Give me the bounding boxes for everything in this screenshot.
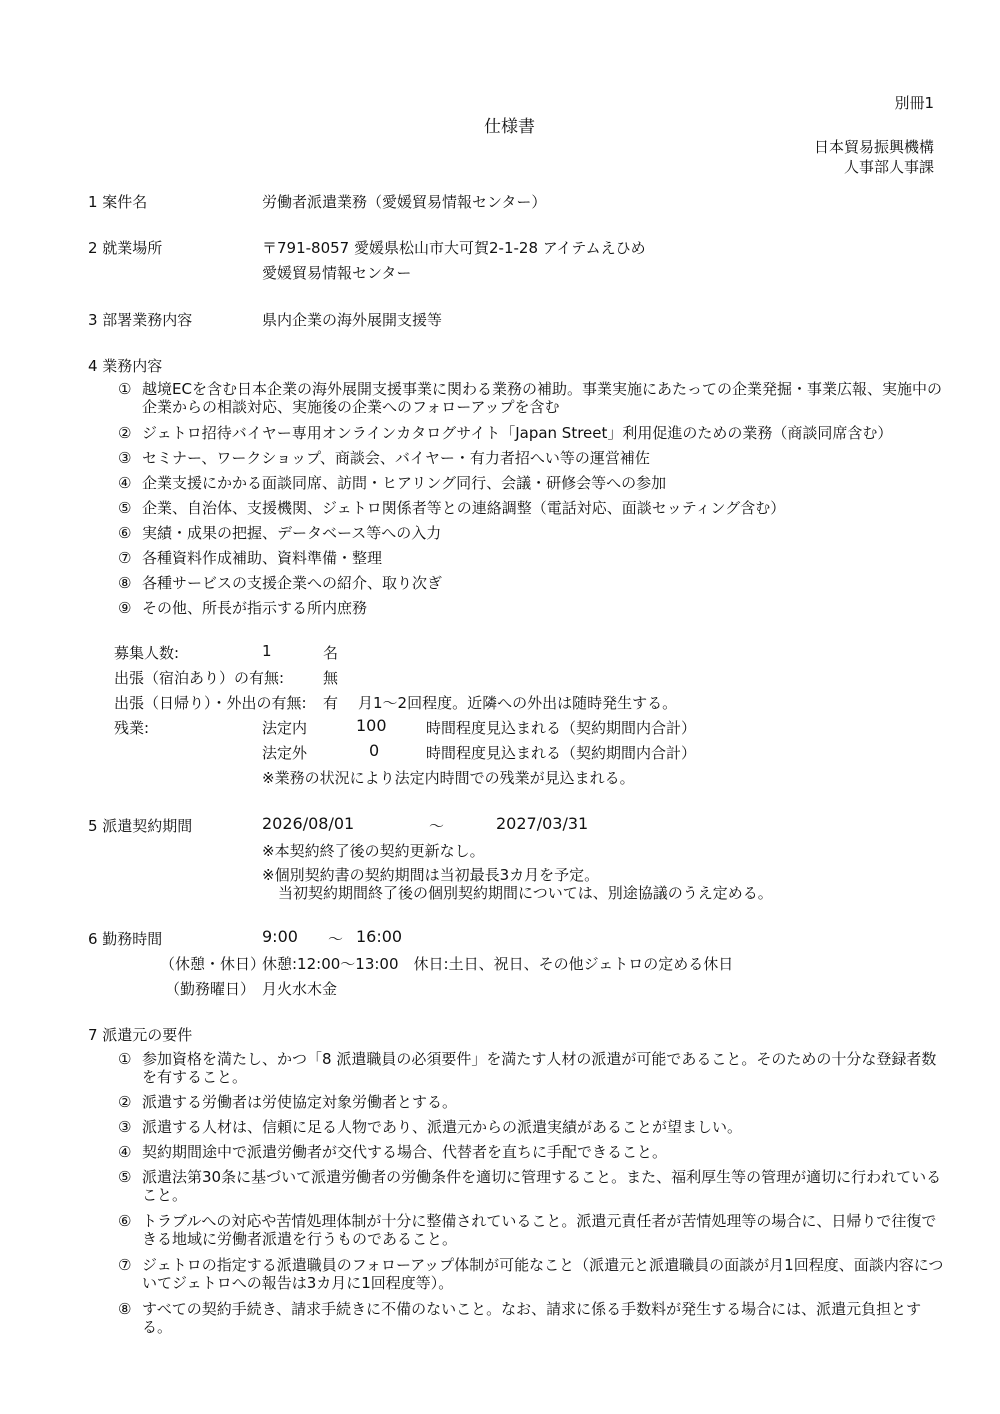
requirement-item-number: ⑧ [118, 1300, 132, 1318]
contract-renewal-note: ※本契約終了後の契約更新なし。 [262, 842, 485, 860]
contract-end-date: 2027/03/31 [496, 814, 589, 833]
requirement-item-number: ① [118, 1050, 132, 1068]
appendix-label: 別冊1 [894, 94, 934, 112]
overtime-statutory-note: 時間程度見込まれる（契約期間内合計） [426, 719, 697, 737]
requirement-item-number: ⑤ [118, 1168, 132, 1186]
duty-item [118, 524, 948, 542]
duty-item-number: ④ [118, 474, 132, 492]
overtime-extra-note: 時間程度見込まれる（契約期間内合計） [426, 744, 697, 762]
requirement-item-text: 派遣する人材は、信頼に足る人物であり、派遣元からの派遣実績があることが望ましい。 [142, 1118, 743, 1136]
day-trip-value: 有 [323, 694, 339, 712]
rest-holiday-label: （休憩・休日） [160, 955, 266, 973]
overtime-extra-label: 法定外 [262, 744, 308, 762]
work-address: 〒791-8057 愛媛県松山市大可賀2-1-28 アイテムえひめ [262, 239, 646, 257]
duty-item-text: 各種資料作成補助、資料準備・整理 [142, 549, 383, 567]
section-3-label: 3 部署業務内容 [88, 311, 193, 329]
requirement-item [118, 1212, 948, 1248]
duty-item [118, 380, 948, 416]
recruit-count-unit: 名 [323, 644, 339, 662]
overnight-trip-value: 無 [323, 669, 339, 687]
duty-item-text: ジェトロ招待バイヤー専用オンラインカタログサイト「Japan Street」利用促進のための業務（商談同席含む） [142, 424, 893, 442]
duty-item [118, 474, 948, 492]
work-days-value: 月火水木金 [262, 980, 338, 998]
duty-item-text: その他、所長が指示する所内庶務 [142, 599, 368, 617]
work-office: 愛媛貿易情報センター [262, 264, 412, 282]
org-department: 人事部人事課 [843, 158, 934, 176]
duty-item-text: セミナー、ワークショップ、商談会、バイヤー・有力者招へい等の運営補佐 [142, 449, 650, 467]
page-title: 仕様書 [484, 117, 535, 137]
duty-item-text: 企業支援にかかる面談同席、訪問・ヒアリング同行、会議・研修会等への参加 [142, 474, 667, 492]
requirement-item [118, 1093, 948, 1111]
duty-item [118, 449, 948, 467]
requirement-item-text: すべての契約手続き、請求手続きに不備のないこと。なお、請求に係る手数料が発生する場合には、派遣元負担とする。 [142, 1300, 922, 1336]
requirement-item-text: トラブルへの対応や苦情処理体制が十分に整備されていること。派遣元責任者が苦情処理等の場合に、日帰りで往復できる地域に労働者派遣を行うものであること。 [142, 1212, 937, 1248]
department-duties: 県内企業の海外展開支援等 [262, 311, 443, 329]
duty-item [118, 424, 948, 442]
duty-item [118, 499, 948, 517]
org-name: 日本貿易振興機構 [813, 138, 934, 156]
requirement-item [118, 1118, 948, 1136]
recruit-count-value: 1 [262, 642, 272, 660]
duty-item-number: ② [118, 424, 132, 442]
section-4-label: 4 業務内容 [88, 357, 163, 375]
work-days-label: （勤務曜日） [165, 980, 256, 998]
contract-period-note: ※個別契約書の契約期間は当初最長3カ月を予定。 [262, 866, 600, 884]
day-trip-note: 月1～2回程度。近隣への外出は随時発生する。 [358, 694, 678, 712]
contract-start-date: 2026/08/01 [262, 814, 355, 833]
section-6-label: 6 勤務時間 [88, 930, 163, 948]
requirement-item [118, 1168, 948, 1204]
section-2-label: 2 就業場所 [88, 239, 163, 257]
duty-item-number: ① [118, 380, 132, 398]
contract-range-tilde: ～ [429, 817, 445, 835]
section-1-label: 1 案件名 [88, 193, 148, 211]
contract-period-note-cont: 当初契約期間終了後の個別契約期間については、別途協議のうえ定める。 [278, 884, 773, 902]
section-7-label: 7 派遣元の要件 [88, 1026, 193, 1044]
overnight-trip-label: 出張（宿泊あり）の有無: [114, 669, 285, 687]
overtime-note: ※業務の状況により法定内時間での残業が見込まれる。 [262, 769, 635, 787]
duty-item-number: ⑥ [118, 524, 132, 542]
overtime-extra-hours: 0 [369, 741, 380, 760]
requirement-item [118, 1143, 948, 1161]
requirement-item-text: 派遣法第30条に基づいて派遣労働者の労働条件を適切に管理すること。また、福利厚生等の管理が適切に行われていること。 [142, 1168, 942, 1204]
requirement-item-text: 派遣する労働者は労使協定対象労働者とする。 [142, 1093, 458, 1111]
requirement-item-text: ジェトロの指定する派遣職員のフォローアップ体制が可能なこと（派遣元と派遣職員の面談が月1回程度、面談内容についてジェトロへの報告は3カ月に1回程度等）。 [142, 1256, 944, 1292]
duty-item [118, 549, 948, 567]
duty-item [118, 599, 948, 617]
rest-holiday-value: 休憩:12:00～13:00 休日:土日、祝日、その他ジェトロの定める休日 [262, 955, 734, 973]
work-end-time: 16:00 [356, 927, 403, 946]
duty-item-number: ⑧ [118, 574, 132, 592]
requirement-item-number: ⑥ [118, 1212, 132, 1230]
duty-item-number: ⑦ [118, 549, 132, 567]
section-5-label: 5 派遣契約期間 [88, 817, 193, 835]
requirement-item-text: 参加資格を満たし、かつ「8 派遣職員の必須要件」を満たす人材の派遣が可能であること。そのための十分な登録者数を有すること。 [142, 1050, 937, 1086]
duty-item-text: 越境ECを含む日本企業の海外展開支援事業に関わる業務の補助。事業実施にあたっての企業発掘・事業広報、実施中の企業からの相談対応、実施後の企業へのフォローアップを含む [142, 380, 942, 416]
duty-item [118, 574, 948, 592]
requirement-item [118, 1256, 948, 1292]
overtime-label: 残業: [114, 719, 150, 737]
recruit-count-label: 募集人数: [114, 644, 180, 662]
requirement-item-number: ② [118, 1093, 132, 1111]
work-start-time: 9:00 [262, 927, 298, 946]
duty-item-number: ⑤ [118, 499, 132, 517]
duty-item-number: ⑨ [118, 599, 132, 617]
overtime-statutory-hours: 100 [356, 716, 387, 735]
duty-item-number: ③ [118, 449, 132, 467]
requirement-item [118, 1050, 948, 1086]
overtime-statutory-label: 法定内 [262, 719, 308, 737]
requirement-item-number: ⑦ [118, 1256, 132, 1274]
requirement-item [118, 1300, 948, 1336]
work-time-tilde: ～ [328, 930, 344, 948]
day-trip-label: 出張（日帰り）・外出の有無: [114, 694, 307, 712]
duty-item-text: 実績・成果の把握、データベース等への入力 [142, 524, 442, 542]
requirement-item-number: ③ [118, 1118, 132, 1136]
duty-item-text: 企業、自治体、支援機関、ジェトロ関係者等との連絡調整（電話対応、面談セッティング含む） [142, 499, 786, 517]
duty-item-text: 各種サービスの支援企業への紹介、取り次ぎ [142, 574, 443, 592]
project-name: 労働者派遣業務（愛媛貿易情報センター） [262, 193, 547, 211]
requirement-item-number: ④ [118, 1143, 132, 1161]
requirement-item-text: 契約期間途中で派遣労働者が交代する場合、代替者を直ちに手配できること。 [142, 1143, 668, 1161]
